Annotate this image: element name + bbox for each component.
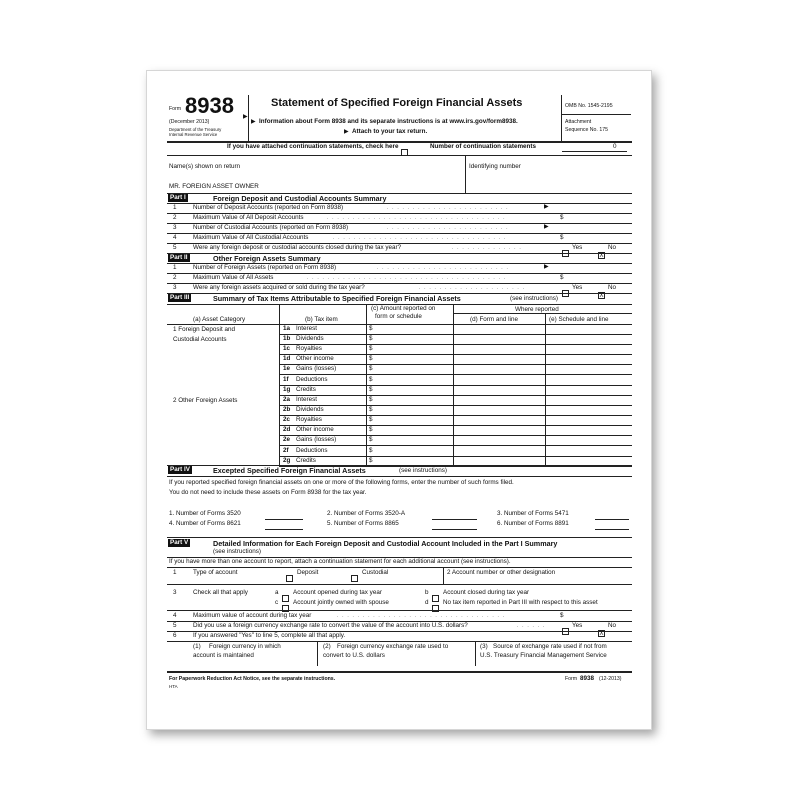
tax-item-name: Royalties: [296, 416, 322, 424]
tax-item-name: Dividends: [296, 335, 324, 343]
part4-text1: If you reported specified foreign financial assets on one or more of the following forms, enter the number of such forms filed.: [169, 479, 514, 486]
part3-col-e: (e) Schedule and line: [549, 316, 609, 323]
rate-source-label-1: Source of exchange rate used if not from: [493, 643, 607, 650]
exchange-rate-no-checkbox[interactable]: X: [599, 631, 604, 637]
continuation-count-value[interactable]: 0: [613, 143, 617, 150]
attachment-label: Attachment: [565, 119, 592, 125]
part1-line5-yes-checkbox[interactable]: [562, 244, 569, 260]
forms-3520a: 2. Number of Forms 3520-A: [327, 510, 406, 517]
arrow-right-icon: ▶: [544, 224, 549, 230]
amount-dollar-sign[interactable]: $: [369, 375, 373, 383]
max-value-label: Maximum value of account during tax year: [193, 612, 312, 619]
tax-item-code: 1g: [283, 385, 291, 393]
part4-title-suffix: (see instructions): [399, 467, 447, 474]
amount-dollar-sign[interactable]: $: [369, 335, 373, 343]
part3-col-d: (d) Form and line: [470, 316, 518, 323]
asset-category-1-line1: 1 Foreign Deposit and: [173, 326, 235, 333]
part2-label: Part II: [170, 254, 188, 261]
part1-line4: Maximum Value of All Custodial Accounts: [193, 234, 309, 241]
amount-dollar-sign[interactable]: $: [369, 406, 373, 414]
amount-dollar-sign[interactable]: $: [369, 396, 373, 403]
tax-item-code: 1c: [283, 345, 291, 353]
part1-line5: Were any foreign deposit or custodial accounts closed during the tax year?: [193, 244, 402, 251]
forms-3520: 1. Number of Forms 3520: [169, 510, 241, 517]
part4-title: Excepted Specified Foreign Financial Assets: [213, 466, 366, 475]
table-row-rule: [279, 334, 632, 335]
part3-title-suffix: (see instructions): [510, 295, 558, 302]
tax-item-code: 2g: [283, 456, 291, 464]
tax-item-name: Interest: [296, 396, 317, 403]
dept-line1: Department of the Treasury: [169, 127, 222, 132]
part3-label: Part III: [170, 294, 190, 301]
tax-item-code: 1b: [283, 335, 291, 343]
part4-text2: You do not need to include these assets on Form 8938 for the tax year.: [169, 489, 367, 496]
info-line-2: Attach to your tax return.: [352, 128, 428, 135]
part2-line3-yes-checkbox[interactable]: [562, 284, 569, 300]
tax-item-code: 2d: [283, 426, 291, 434]
continuation-question: If you have attached continuation statements, check here: [227, 143, 399, 150]
part3-col-c-line2: form or schedule: [375, 313, 422, 320]
table-row-rule: [279, 344, 632, 345]
table-row-rule: [279, 395, 632, 396]
part3-col-a: (a) Asset Category: [193, 316, 246, 323]
tax-item-code: 1a: [283, 325, 291, 332]
part5-label: Part V: [170, 539, 189, 546]
dept-line2: Internal Revenue Service: [169, 132, 218, 137]
type-of-account-label: Type of account: [193, 569, 238, 576]
foreign-currency-label-2: account is maintained: [193, 652, 254, 659]
tax-item-name: Credits: [296, 385, 316, 393]
check-all-label: Check all that apply: [193, 589, 248, 596]
table-row-rule: [279, 456, 632, 457]
paperwork-notice: For Paperwork Reduction Act Notice, see the separate instructions.: [169, 676, 336, 682]
forms-8865: 5. Number of Forms 8865: [327, 520, 399, 527]
arrow-right-icon: ▶: [243, 114, 248, 120]
part1-line1: Number of Deposit Accounts (reported on Form 8938): [193, 204, 344, 211]
continuation-checkbox[interactable]: [401, 143, 408, 159]
tax-item-code: 1d: [283, 355, 291, 363]
part1-line3: Number of Custodial Accounts (reported on Form 8938): [193, 224, 349, 231]
part5-title: Detailed Information for Each Foreign Deposit and Custodial Account Included in the Part I Summary: [213, 539, 558, 548]
tax-item-name: Deductions: [296, 446, 328, 454]
amount-dollar-sign[interactable]: $: [369, 456, 373, 464]
amount-dollar-sign[interactable]: $: [369, 345, 373, 353]
part3-col-b: (b) Tax item: [305, 316, 338, 323]
tax-item-name: Gains (losses): [296, 436, 337, 444]
tax-item-code: 2a: [283, 396, 291, 403]
table-row-rule: [279, 374, 632, 375]
amount-dollar-sign[interactable]: $: [369, 365, 373, 373]
line6-instruction: If you answered "Yes" to line 5, complete all that apply.: [193, 632, 346, 639]
table-row-rule: [279, 405, 632, 406]
amount-dollar-sign[interactable]: $: [369, 426, 373, 434]
arrow-right-icon: ▶: [251, 119, 256, 125]
part1-line2: Maximum Value of All Deposit Accounts: [193, 214, 304, 221]
amount-dollar-sign[interactable]: $: [369, 325, 373, 332]
form-title: Statement of Specified Foreign Financial Assets: [271, 97, 523, 109]
part2-line3: Were any foreign assets acquired or sold during the tax year?: [193, 284, 365, 291]
tax-item-code: 2f: [283, 446, 289, 454]
tax-item-code: 2b: [283, 406, 291, 414]
form-revision: (December 2013): [169, 119, 210, 125]
amount-dollar-sign[interactable]: $: [369, 416, 373, 424]
part1-label: Part I: [170, 194, 186, 201]
forms-8891: 6. Number of Forms 8891: [497, 520, 569, 527]
taxpayer-name[interactable]: MR. FOREIGN ASSET OWNER: [169, 183, 259, 190]
amount-dollar-sign[interactable]: $: [369, 446, 373, 454]
part3-col-where: Where reported: [515, 306, 559, 313]
amount-dollar-sign[interactable]: $: [369, 385, 373, 393]
tax-item-code: 1e: [283, 365, 291, 373]
asset-category-2: 2 Other Foreign Assets: [173, 397, 238, 404]
exchange-rate-label-1: Foreign currency exchange rate used to: [337, 643, 449, 650]
footer-form-prefix: Form: [565, 676, 578, 682]
tax-item-name: Other income: [296, 355, 334, 363]
tax-item-code: 1f: [283, 375, 289, 383]
deposit-checkbox[interactable]: [286, 569, 293, 585]
tax-item-name: Credits: [296, 456, 316, 464]
exchange-rate-yes-checkbox[interactable]: [562, 622, 569, 638]
tax-item-name: Other income: [296, 426, 334, 434]
tax-item-code: 2e: [283, 436, 291, 444]
part2-line1: Number of Foreign Assets (reported on Form 8938): [193, 264, 337, 271]
custodial-checkbox[interactable]: [351, 569, 358, 585]
part1-line5-no-checkbox[interactable]: X: [599, 253, 604, 259]
arrow-right-icon: ▶: [344, 129, 349, 135]
name-label: Name(s) shown on return: [169, 163, 241, 170]
exchange-rate-label-2: convert to U.S. dollars: [323, 652, 385, 659]
tax-item-name: Deductions: [296, 375, 328, 383]
part2-line2: Maximum Value of All Assets: [193, 274, 274, 281]
part2-line3-no-checkbox[interactable]: X: [599, 293, 604, 299]
asset-category-1-line2: Custodial Accounts: [173, 336, 227, 343]
part4-label: Part IV: [170, 466, 190, 473]
part1-title: Foreign Deposit and Custodial Accounts Summary: [213, 194, 387, 203]
amount-dollar-sign[interactable]: $: [369, 436, 373, 444]
rate-source-label-2: U.S. Treasury Financial Management Service: [480, 652, 607, 659]
continuation-count-label: Number of continuation statements: [430, 143, 537, 150]
tax-item-name: Gains (losses): [296, 365, 337, 373]
arrow-right-icon: ▶: [544, 264, 549, 270]
amount-dollar-sign[interactable]: $: [369, 355, 373, 363]
form-word: Form: [169, 106, 182, 112]
forms-5471: 3. Number of Forms 5471: [497, 510, 569, 517]
hta-label: HTA: [169, 684, 178, 689]
exchange-rate-question: Did you use a foreign currency exchange rate to convert the value of the account into U.S. dollars?: [193, 622, 468, 629]
omb-number: OMB No. 1545-2195: [565, 103, 613, 109]
arrow-right-icon: ▶: [544, 204, 549, 210]
tax-item-name: Royalties: [296, 345, 322, 353]
footer-form-revision: (12-2013): [599, 676, 622, 682]
part5-title-suffix: (see instructions): [213, 548, 261, 555]
table-row-rule: [279, 445, 632, 446]
part2-title: Other Foreign Assets Summary: [213, 254, 321, 263]
part3-col-c-line1: (c) Amount reported on: [371, 305, 436, 312]
form-number: 8938: [185, 93, 234, 118]
forms-8621: 4. Number of Forms 8621: [169, 520, 241, 527]
account-number-label: 2 Account number or other designation: [447, 569, 556, 576]
table-row-rule: [279, 415, 632, 416]
part3-title: Summary of Tax Items Attributable to Specified Foreign Financial Assets: [213, 294, 461, 303]
tax-item-name: Dividends: [296, 406, 324, 414]
tax-item-code: 2c: [283, 416, 291, 424]
sequence-number: Sequence No. 175: [565, 127, 608, 133]
info-line-1: Information about Form 8938 and its separate instructions is at www.irs.gov/form8938.: [259, 118, 518, 125]
footer-form-number: 8938: [580, 675, 595, 682]
table-row-rule: [279, 385, 632, 386]
part5-intro: If you have more than one account to report, attach a continuation statement for each additional account (see instructions).: [169, 558, 511, 565]
identifying-number-label: Identifying number: [469, 163, 521, 170]
tax-form-sheet: Form 8938 (December 2013) Department of the Treasury Internal Revenue Service ▶ Statement of Specified Foreign Financial Assets ▶ Information about Form 8938 and its separate instructions is at www.irs.gov/form8938. ▶ Attach to your tax return. OMB No. 1545-2195 Attachment Sequence No. 175 If you have attached continuation statements, check here Number of continuation statements 0 Name(s) shown on return Identifying number MR. FOREIGN ASSET OWNER Part I Foreign Deposit and Custodial Accounts Summary 1 Number of Deposit Accounts (reported on Form 8938) . . . . . . . . . . . . . . . . . . . . . . . . ▶ 2 Maximum Value of All Deposit Accounts . . . . . . . . . . . . . . . . . . . . . . . . . . . . . . . . . . . $ 3 Number of Custodial Accounts (reported on Form 8938) . . . . . . . . . . . . . . . . . . . . . . . . ▶ 4 Maximum Value of All Custodial Accounts . . . . . . . . . . . . . . . . . . . . . . . . . . . . . . . . . . $ 5 Were any foreign deposit or custodial accounts closed during the tax year? . . . . . . . . . . . . . . Yes X No Part II Other Foreign Assets Summary 1 Number of Foreign Assets (reported on Form 8938) . . . . . . . . . . . . . . . . . . . . . . . . . . ▶ 2 Maximum Value of All Assets . . . . . . . . . . . . . . . . . . . . . . . . . . . . . . . . . . . . . . . $ 3 Were any foreign assets acquired or sold during the tax year? . . . . . . . . . . . . . . . . . . . . . Yes X No Part III Summary of Tax Items Attributable to Specified Foreign Financial Assets (see instructions) (c) Amount reported on form or schedule Where reported (a) Asset Category (b) Tax item (d) Form and line (e) Schedule and line 1 Foreign Deposit and Custodial Accounts 2 Other Foreign Assets 1a Interest $ 1b Dividends $ 1c Royalties $ 1d Other income $ 1e Gains (losses) $ 1f Deductions $ 1g Credits $ 2a Interest $ 2b Dividends $ 2c Royalties $ 2d Other income $ 2e Gains (losses) $ 2f Deductions $ 2g Credits $ Part IV Excepted Specified Foreign Financial Assets (see instructions) If you reported specified foreign financial assets on one or more of the following forms, enter the number of such forms filed. You do not need to include these assets on Form 8938 for the tax year. 1. Number of Forms 3520 2. Number of Forms 3520-A 3. Number of Forms 5471 4. Number of Forms 8621 5. Number of Forms 8865 6. Number of Forms 8891 Part V Detailed Information for Each Foreign Deposit and Custodial Account Included in the Part I Summary (see instructions) If you have more than one account to report, attach a continuation statement for each additional account (see instructions). 1 Type of account Deposit Custodial 2 Account number or other designation 3 Check all that apply a Account opened during tax year b Account closed during tax year c Account jointly owned with spouse d No tax item reported in Part III with respect to this asset 4 Maximum value of account during tax year . . . . . . . . . . . . . . . . . . . . . . . . . . . . . . . . . $ 5 Did you use a foreign currency exchange rate to convert the value of the account into U.S. dollars? . . . . . . Yes X No 6 If you answered "Yes" to line 5, complete all that apply. (1) Foreign currency in which account is maintained (2) Foreign currency exchange rate used to convert to U.S. dollars (3) Source of exchange rate used if not from U.S. Treasury Financial Management Service For Paperwork Reduction Act Notice, see the separate instructions. HTA Form 8938 (12-2013): [146, 70, 652, 730]
foreign-currency-label-1: Foreign currency in which: [209, 643, 281, 650]
tax-item-name: Interest: [296, 325, 317, 332]
